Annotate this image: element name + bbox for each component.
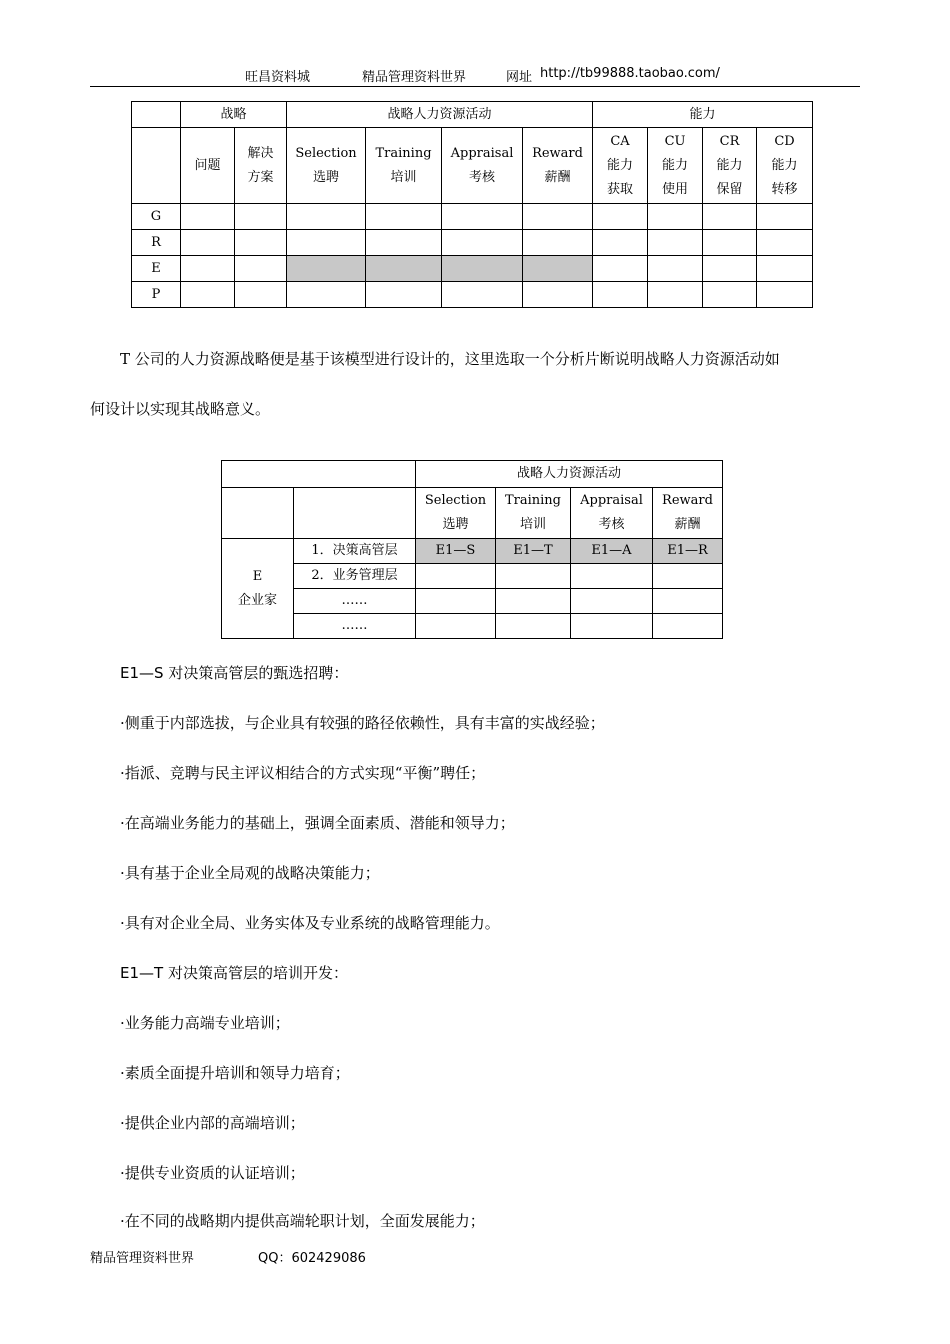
table-cell [181,282,235,308]
section-s-bullet: ·具有基于企业全局观的战略决策能力； [120,864,380,882]
header-world-name: 精品管理资料世界 [362,70,467,85]
activity-cn: 培训 [519,517,546,532]
row-label: …… [294,589,416,614]
capability-line: 使用 [662,181,689,197]
footer-qq: QQ：602429086 [258,1251,366,1266]
table-cell [593,204,648,230]
solution-line-2: 方案 [247,169,274,185]
row-label: …… [294,614,416,639]
intro-line-2: 何设计以实现其战略意义。 [90,400,271,418]
activity-cn: 薪酬 [674,517,701,532]
highlighted-cell [287,256,366,282]
highlighted-cell: E1—T [496,539,571,564]
section-t-bullet: ·提供专业资质的认证培训； [120,1164,305,1182]
col-header-cr [703,128,757,204]
table-row [132,282,813,308]
col-header-selection [416,488,496,539]
table-cell [416,564,496,589]
table-row [222,589,723,614]
row-label-p: P [132,282,181,308]
table-cell [366,282,442,308]
section-t-bullet: ·素质全面提升培训和领导力培育； [120,1064,350,1082]
section-s-bullet: ·在高端业务能力的基础上，强调全面素质、潜能和领导力； [120,814,515,832]
col-header-problem: 问题 [181,128,235,204]
col-header-reward [653,488,723,539]
blank-header-cell [294,488,416,539]
col-header-training [496,488,571,539]
table-cell [496,564,571,589]
table-cell [571,614,653,639]
table-cell [235,230,287,256]
row-group-label: 企业家 [237,592,277,608]
activity-en: Selection [424,493,487,508]
activity-en: Selection [295,145,357,161]
group-header-capability: 能力 [593,102,813,128]
table-cell [181,204,235,230]
row-label-g: G [132,204,181,230]
row-label-r: R [132,230,181,256]
table-cell [496,589,571,614]
highlighted-cell: E1—A [571,539,653,564]
table-cell [757,256,813,282]
capability-line: 获取 [607,181,634,197]
group-header-activities: 战略人力资源活动 [416,461,723,488]
table-cell [648,204,703,230]
section-s-bullet: ·侧重于内部选拔，与企业具有较强的路径依赖性，具有丰富的实战经验； [120,714,605,732]
blank-header-cell [222,488,294,539]
col-header-ca [593,128,648,204]
col-header-cu [648,128,703,204]
table-cell [653,614,723,639]
table-cell [653,589,723,614]
activity-cn: 薪酬 [544,169,571,185]
group-header-strategy: 战略 [181,102,287,128]
group-header-activities: 战略人力资源活动 [287,102,593,128]
table-cell [703,230,757,256]
capability-line: 能力 [716,157,743,173]
section-t-code: E1—T [120,964,164,982]
section-s-title: 对决策高管层的甄选招聘： [168,664,349,682]
activity-cn: 选聘 [313,169,340,185]
section-s-heading [120,662,890,683]
capability-line: 能力 [607,157,634,173]
footer-world-name: 精品管理资料世界 [90,1251,195,1266]
table-cell [235,204,287,230]
table-cell [653,564,723,589]
table-cell [703,282,757,308]
activity-cn: 培训 [390,169,417,185]
table-cell [442,204,523,230]
row-label-e: E [132,256,181,282]
section-t-bullet: ·业务能力高端专业培训； [120,1014,290,1032]
table-cell [571,564,653,589]
table-cell [366,230,442,256]
highlighted-cell [442,256,523,282]
table-cell [442,230,523,256]
section-t-bullet: ·提供企业内部的高端培训； [120,1114,305,1132]
table-cell [287,204,366,230]
table-cell [757,282,813,308]
col-header-solution [235,128,287,204]
table-cell [648,282,703,308]
activity-en: Reward [662,493,713,508]
section-s-code: E1—S [120,664,164,682]
intro-line-1: T 公司的人力资源战略便是基于该模型进行设计的，这里选取一个分析片断说明战略人力资源活动如 [120,350,780,368]
activity-en: Appraisal [450,145,514,161]
table-cell [703,256,757,282]
table-cell [571,589,653,614]
col-header-appraisal [442,128,523,204]
capability-line: 能力 [662,157,689,173]
section-s-bullet: ·具有对企业全局、业务实体及专业系统的战略管理能力。 [120,914,500,932]
section-t-heading [120,962,890,983]
table-cell [523,282,593,308]
section-t-title: 对决策高管层的培训开发： [167,964,348,982]
table-cell [648,256,703,282]
enterprise-activity-table [221,460,723,639]
table-cell [703,204,757,230]
row-label: 1．决策高管层 [294,539,416,564]
capability-line: 保留 [716,181,743,197]
table-cell [181,230,235,256]
table-cell [757,204,813,230]
table-cell [757,230,813,256]
table-row [222,614,723,639]
activity-en: Reward [532,145,583,161]
table-cell [416,589,496,614]
table-cell [235,256,287,282]
col-header-cd [757,128,813,204]
table-cell [593,256,648,282]
highlighted-cell: E1—S [416,539,496,564]
table-cell [287,230,366,256]
table-row [132,230,813,256]
table-row [132,256,813,282]
table-cell [523,230,593,256]
blank-header-cell [132,128,181,204]
col-header-reward [523,128,593,204]
header-url[interactable]: http://tb99888.taobao.com/ [540,66,720,81]
table-cell [523,204,593,230]
row-group-enterprise [222,539,294,639]
table-cell [442,282,523,308]
solution-line-1: 解决 [247,145,274,161]
table-cell [648,230,703,256]
header-url-label: 网址 [506,70,533,85]
table-cell [181,256,235,282]
table-row [222,539,723,564]
corner-cell [222,461,416,488]
capability-code: CD [774,133,795,149]
activity-cn: 选聘 [442,517,469,532]
row-label: 2．业务管理层 [294,564,416,589]
table-cell [287,282,366,308]
section-t-bullet: ·在不同的战略期内提供高端轮职计划，全面发展能力； [120,1212,485,1230]
capability-code: CU [664,133,686,149]
activity-en: Training [504,493,562,508]
activity-en: Appraisal [580,493,643,508]
strategy-model-table [131,101,813,308]
row-group-code: E [252,568,263,584]
table-cell [593,230,648,256]
col-header-appraisal [571,488,653,539]
capability-code: CR [719,133,740,149]
highlighted-cell [523,256,593,282]
activity-cn: 考核 [598,517,625,532]
table-cell [366,204,442,230]
page-header [90,64,860,87]
header-site-name: 旺昌资料城 [245,70,311,85]
capability-line: 转移 [771,181,798,197]
table-cell [496,614,571,639]
section-s-bullet: ·指派、竞聘与民主评议相结合的方式实现“平衡”聘任； [120,764,486,782]
table-cell [593,282,648,308]
corner-cell [132,102,181,128]
capability-line: 能力 [771,157,798,173]
table-row [132,204,813,230]
capability-code: CA [610,133,630,149]
activity-cn: 考核 [469,169,496,185]
highlighted-cell [366,256,442,282]
table-cell [416,614,496,639]
table-cell [235,282,287,308]
table-row [222,564,723,589]
col-header-training [366,128,442,204]
activity-en: Training [375,145,432,161]
col-header-selection [287,128,366,204]
highlighted-cell: E1—R [653,539,723,564]
